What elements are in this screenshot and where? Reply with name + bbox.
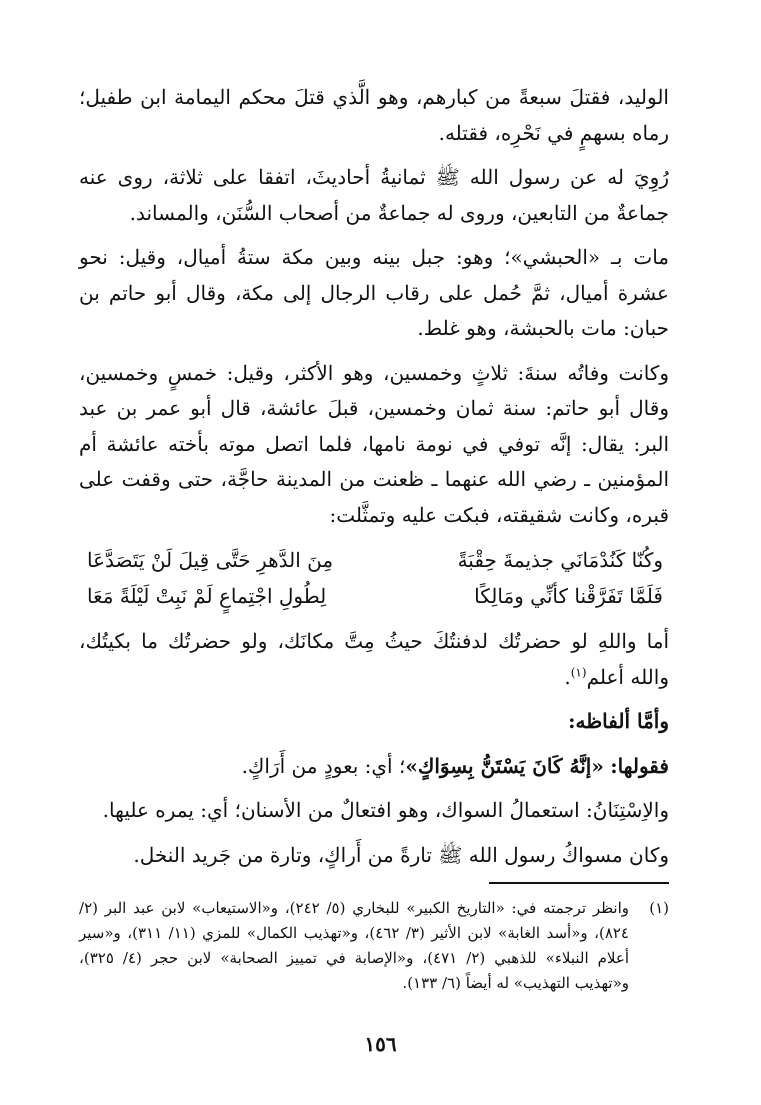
paragraph-3: مات بـ «الحبشي»؛ وهو: جبل بينه وبين مكة ستةُ أميال، وقيل: نحو عشرة أميال، ثمَّ حُمل على رقاب الرجال إلى مكة، وقال أبو حاتم بن حبان: مات بالحبشة، وهو غلط. (79, 245, 669, 340)
paragraph-4: وكانت وفاتُه سنةَ: ثلاثٍ وخمسين، وهو الأكثر، وقيل: خمسٍ وخمسين، وقال أبو حاتم: سنة ثمان وخمسين، قبلَ عائشة، قال أبو عمر بن عبد البر: يقال: إنَّه توفي في نومة نامها، فلما اتصل موته بأخته عائشة أم المؤمنين ـ رضي الله عنهما ـ ظعنت من المدينة حاجَّة، حتى وقفت على قبره، وكانت شقيقته، فبكت عليه وتمثَّلت: (79, 360, 669, 527)
poem-verse-2 (79, 578, 669, 614)
page-number: ١٥٦ (364, 1032, 397, 1056)
after-poem-end: . (564, 664, 571, 689)
footnote-number: (١) (649, 899, 669, 917)
poem-verse-2-second-half: لِطُولِ اجْتِماعٍ لَمْ نَبِتْ لَيْلَةً مَعَا (87, 584, 327, 608)
istinan-line: والاِسْتِنَانُ: استعمالُ السواك، وهو افتعالٌ من الأسنان؛ أي: يمره عليها. (102, 798, 669, 822)
poem (79, 542, 669, 614)
poem-verse-1 (79, 542, 669, 578)
paragraph-after-poem (79, 624, 669, 695)
main-text (79, 80, 669, 882)
paragraph-1: الوليد، فقتلَ سبعةً من كبارهم، وهو الَّذي قتلَ محكم اليمامة ابن طفيل؛ رماه بسهمٍ في نَحْرِه، فقتله. (79, 85, 669, 145)
footnote-1 (79, 896, 669, 996)
footnote-text: وانظر ترجمته في: «التاريخ الكبير» للبخاري (٥/ ٢٤٢)، و«الاستيعاب» لابن عبد البر (٢/ ٨٢٤)، و«أسد الغابة» لابن الأثير (٣/ ٤٦٢)، و«تهذيب الكمال» للمزي (١١/ ٣١١)، و«سير أعلام النبلاء» للذهبي (٢/ ٤٧١)، و«الإصابة في تمييز الصحابة» لابن حجر (٤/ ٣٢٥)، و«تهذيب التهذيب» له أيضاً (٦/ ١٣٣). (79, 899, 629, 992)
footnote-marker: (١) (570, 664, 587, 679)
miswak-line: وكان مسواكُ رسول الله ﷺ تارةً من أَراكٍ، وتارة من جَريد النخل. (133, 842, 669, 867)
footnotes (79, 896, 669, 996)
poem-verse-1-second-half: مِنَ الدَّهرِ حَتَّى قِيلَ لَنْ يَتَصَدَّعَا (87, 548, 334, 572)
hadith-quote: «إنَّهُ كَانَ يَسْتَنُّ بِسِوَاكٍ» (405, 753, 604, 778)
poem-verse-1-first-half: وكُنّا كَنُدْمَانَي جذيمةَ حِقْبَةً (457, 548, 663, 572)
footnote-divider (489, 882, 669, 884)
word-line-lead: فقولها: (610, 753, 669, 778)
after-poem-text: أما واللهِ لو حضرتُك لدفنتُكَ حيثُ مِتَّ مكانَك، ولو حضرتُك ما بكيتُك، والله أعلم (79, 629, 669, 689)
poem-verse-2-first-half: فَلَمَّا تَفَرَّقْنا كأنِّي ومَالِكًا (474, 584, 663, 608)
section-heading: وأمَّا ألفاظه: (568, 709, 669, 733)
word-explanation-line (79, 749, 669, 785)
paragraph-2: رُوِيَ له عن رسول الله ﷺ ثمانيةُ أحاديثَ، اتفقا على ثلاثة، روى عنه جماعةٌ من التابعين، وروى له جماعةٌ من أصحاب السُّنَن، والمساند. (79, 165, 669, 225)
word-line-rest: ؛ أي: بعودٍ من أَرَاكٍ. (241, 753, 406, 778)
